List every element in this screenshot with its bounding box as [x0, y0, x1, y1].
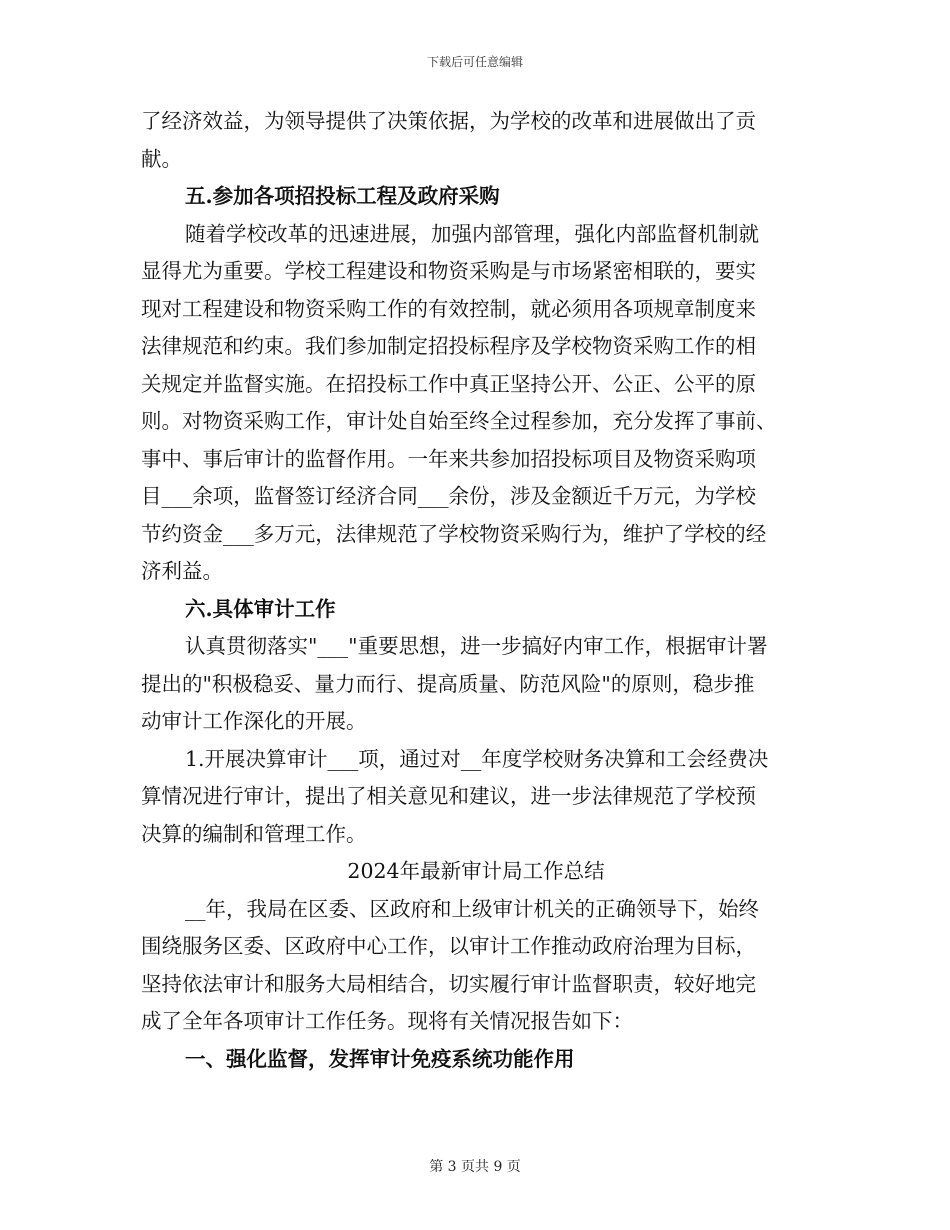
text-line: 济利益。 [141, 559, 223, 583]
text-line: 现对工程建设和物资采购工作的有效控制，就必须用各项规章制度来 [141, 296, 756, 321]
text-line: 围绕服务区委、区政府中心工作，以审计工作推动政府治理为目标， [141, 934, 756, 958]
text-line: 事中、事后审计的监督作用。一年来共参加招投标项目及物资采购项 [141, 446, 756, 471]
page-footer: 第 3 页共 9 页 [429, 1159, 521, 1175]
text-line: 节约资金___多万元，法律规范了学校物资采购行为，维护了学校的经 [141, 521, 767, 546]
text-line: 坚持依法审计和服务大局相结合，切实履行审计监督职责，较好地完 [141, 971, 756, 996]
text-line: 认真贯彻落实"___"重要思想，进一步搞好内审工作，根据审计署 [185, 634, 768, 658]
text-line: 献。 [141, 146, 182, 171]
text-line: 则。对物资采购工作，审计处自始至终全过程参加，充分发挥了事前、 [141, 409, 777, 433]
text-line: __年，我局在区委、区政府和上级审计机关的正确领导下，始终 [185, 896, 759, 921]
text-line: 成了全年各项审计工作任务。现将有关情况报告如下： [141, 1009, 633, 1033]
text-line: 目___余项，监督签订经济合同___余份，涉及金额近千万元，为学校 [141, 484, 756, 508]
section-heading: 五.参加各项招投标工程及政府采购 [185, 184, 500, 208]
document-title: 2024年最新审计局工作总结 [347, 859, 605, 883]
text-line: 决算的编制和管理工作。 [141, 821, 367, 846]
text-line: 随着学校改革的迅速进展，加强内部管理，强化内部监督机制就 [185, 221, 759, 246]
text-line: 提出的"积极稳妥、量力而行、提高质量、防范风险"的原则，稳步推 [141, 671, 755, 696]
text-line: 法律规范和约束。我们参加制定招投标程序及学校物资采购工作的相 [141, 334, 756, 358]
text-line: 了经济效益，为领导提供了决策依据，为学校的改革和进展做出了贡 [141, 109, 756, 133]
page-header: 下载后可任意编辑 [426, 55, 523, 69]
text-line: 动审计工作深化的开展。 [141, 709, 367, 733]
document-body [141, 103, 811, 1078]
text-line: 1.开展决算审计___项，通过对__年度学校财务决算和工会经费决 [185, 746, 769, 771]
text-line: 算情况进行审计，提出了相关意见和建议，进一步法律规范了学校预 [141, 784, 756, 808]
text-line: 显得尤为重要。学校工程建设和物资采购是与市场紧密相联的，要实 [141, 259, 756, 283]
section-heading: 六.具体审计工作 [185, 596, 336, 621]
text-line: 关规定并监督实施。在招投标工作中真正坚持公开、公正、公平的原 [141, 371, 756, 396]
section-heading: 一、强化监督，发挥审计免疫系统功能作用 [185, 1046, 575, 1071]
